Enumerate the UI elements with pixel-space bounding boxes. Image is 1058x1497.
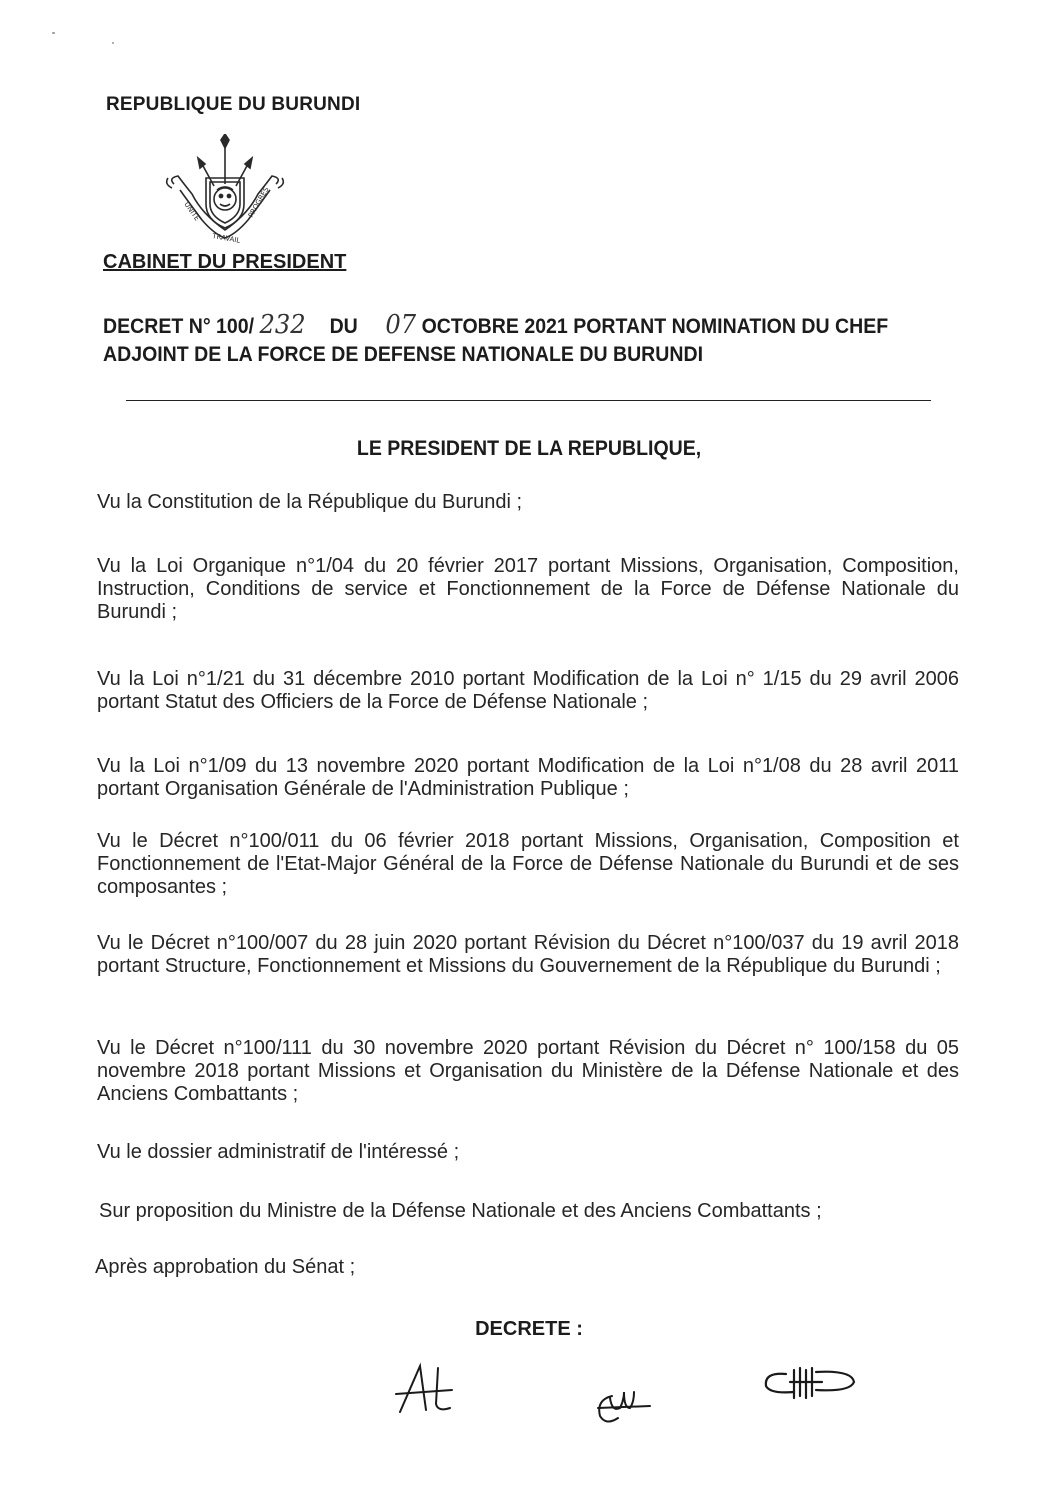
svg-text:UNITE: UNITE: [182, 200, 202, 223]
consideration-decret-etat-major: Vu le Décret n°100/011 du 06 février 2018 portant Missions, Organisation, Composition et Fonctionnement de l'Etat-Major Général de la Force de Défense Nationale du Burundi et de ses composantes ;: [97, 830, 959, 898]
consideration-loi-administration: Vu la Loi n°1/09 du 13 novembre 2020 portant Modification de la Loi n°1/08 du 28 avril 2011 portant Organisation Générale de l'Administration Publique ;: [97, 755, 959, 800]
initials-signature-2: [590, 1378, 660, 1428]
decree-title-line-1: [103, 310, 921, 340]
consideration-loi-statut-officiers: Vu la Loi n°1/21 du 31 décembre 2010 portant Modification de la Loi n° 1/15 du 29 avril 2006 portant Statut des Officiers de la Force de Défense Nationale ;: [97, 668, 959, 713]
svg-text:PROGRES: PROGRES: [246, 185, 271, 219]
country-heading: REPUBLIQUE DU BURUNDI: [106, 94, 361, 115]
consideration-constitution: Vu la Constitution de la République du Burundi ;: [97, 491, 523, 513]
consideration-dossier: Vu le dossier administratif de l'intéressé ;: [97, 1141, 460, 1163]
consideration-loi-organique: Vu la Loi Organique n°1/04 du 20 février 2017 portant Missions, Organisation, Composition, Instruction, Conditions de service et Fonctionnement de la Force de Défense Nationale du Burundi ;: [97, 555, 959, 623]
title-divider: [126, 400, 931, 401]
decree-day-handwritten: 07: [385, 310, 417, 340]
consideration-approbation-senat: Après approbation du Sénat ;: [95, 1256, 356, 1278]
decree-date-rest: OCTOBRE 2021 PORTANT NOMINATION DU CHEF: [421, 315, 889, 338]
scan-speck: [112, 42, 114, 44]
decree-du: DU: [329, 315, 358, 338]
scan-speck: [52, 32, 55, 34]
decree-number-handwritten: 232: [259, 310, 306, 340]
decree-prefix: DECRET N° 100/: [103, 315, 255, 338]
decrete-heading: DECRETE :: [475, 1318, 583, 1340]
initials-signature-1: [392, 1360, 462, 1420]
consideration-decret-gouvernement: Vu le Décret n°100/007 du 28 juin 2020 portant Révision du Décret n°100/037 du 19 avril 2018 portant Structure, Fonctionnement et Missions du Gouvernement de la République du Burundi ;: [97, 932, 959, 977]
president-heading: LE PRESIDENT DE LA REPUBLIQUE,: [356, 437, 702, 460]
initials-signature-3: [760, 1362, 860, 1408]
svg-text:TRAVAIL: TRAVAIL: [211, 232, 241, 245]
consideration-proposition: Sur proposition du Ministre de la Défense Nationale et des Anciens Combattants ;: [99, 1200, 822, 1222]
cabinet-heading: CABINET DU PRESIDENT: [103, 251, 347, 273]
consideration-decret-ministere: Vu le Décret n°100/111 du 30 novembre 2020 portant Révision du Décret n° 100/158 du 05 novembre 2018 portant Missions et Organisation du Ministère de la Défense Nationale et des Anciens Combattants ;: [97, 1037, 959, 1105]
coat-of-arms-emblem: [162, 134, 288, 246]
decree-title-line-2: ADJOINT DE LA FORCE DE DEFENSE NATIONALE DU BURUNDI: [103, 343, 704, 366]
